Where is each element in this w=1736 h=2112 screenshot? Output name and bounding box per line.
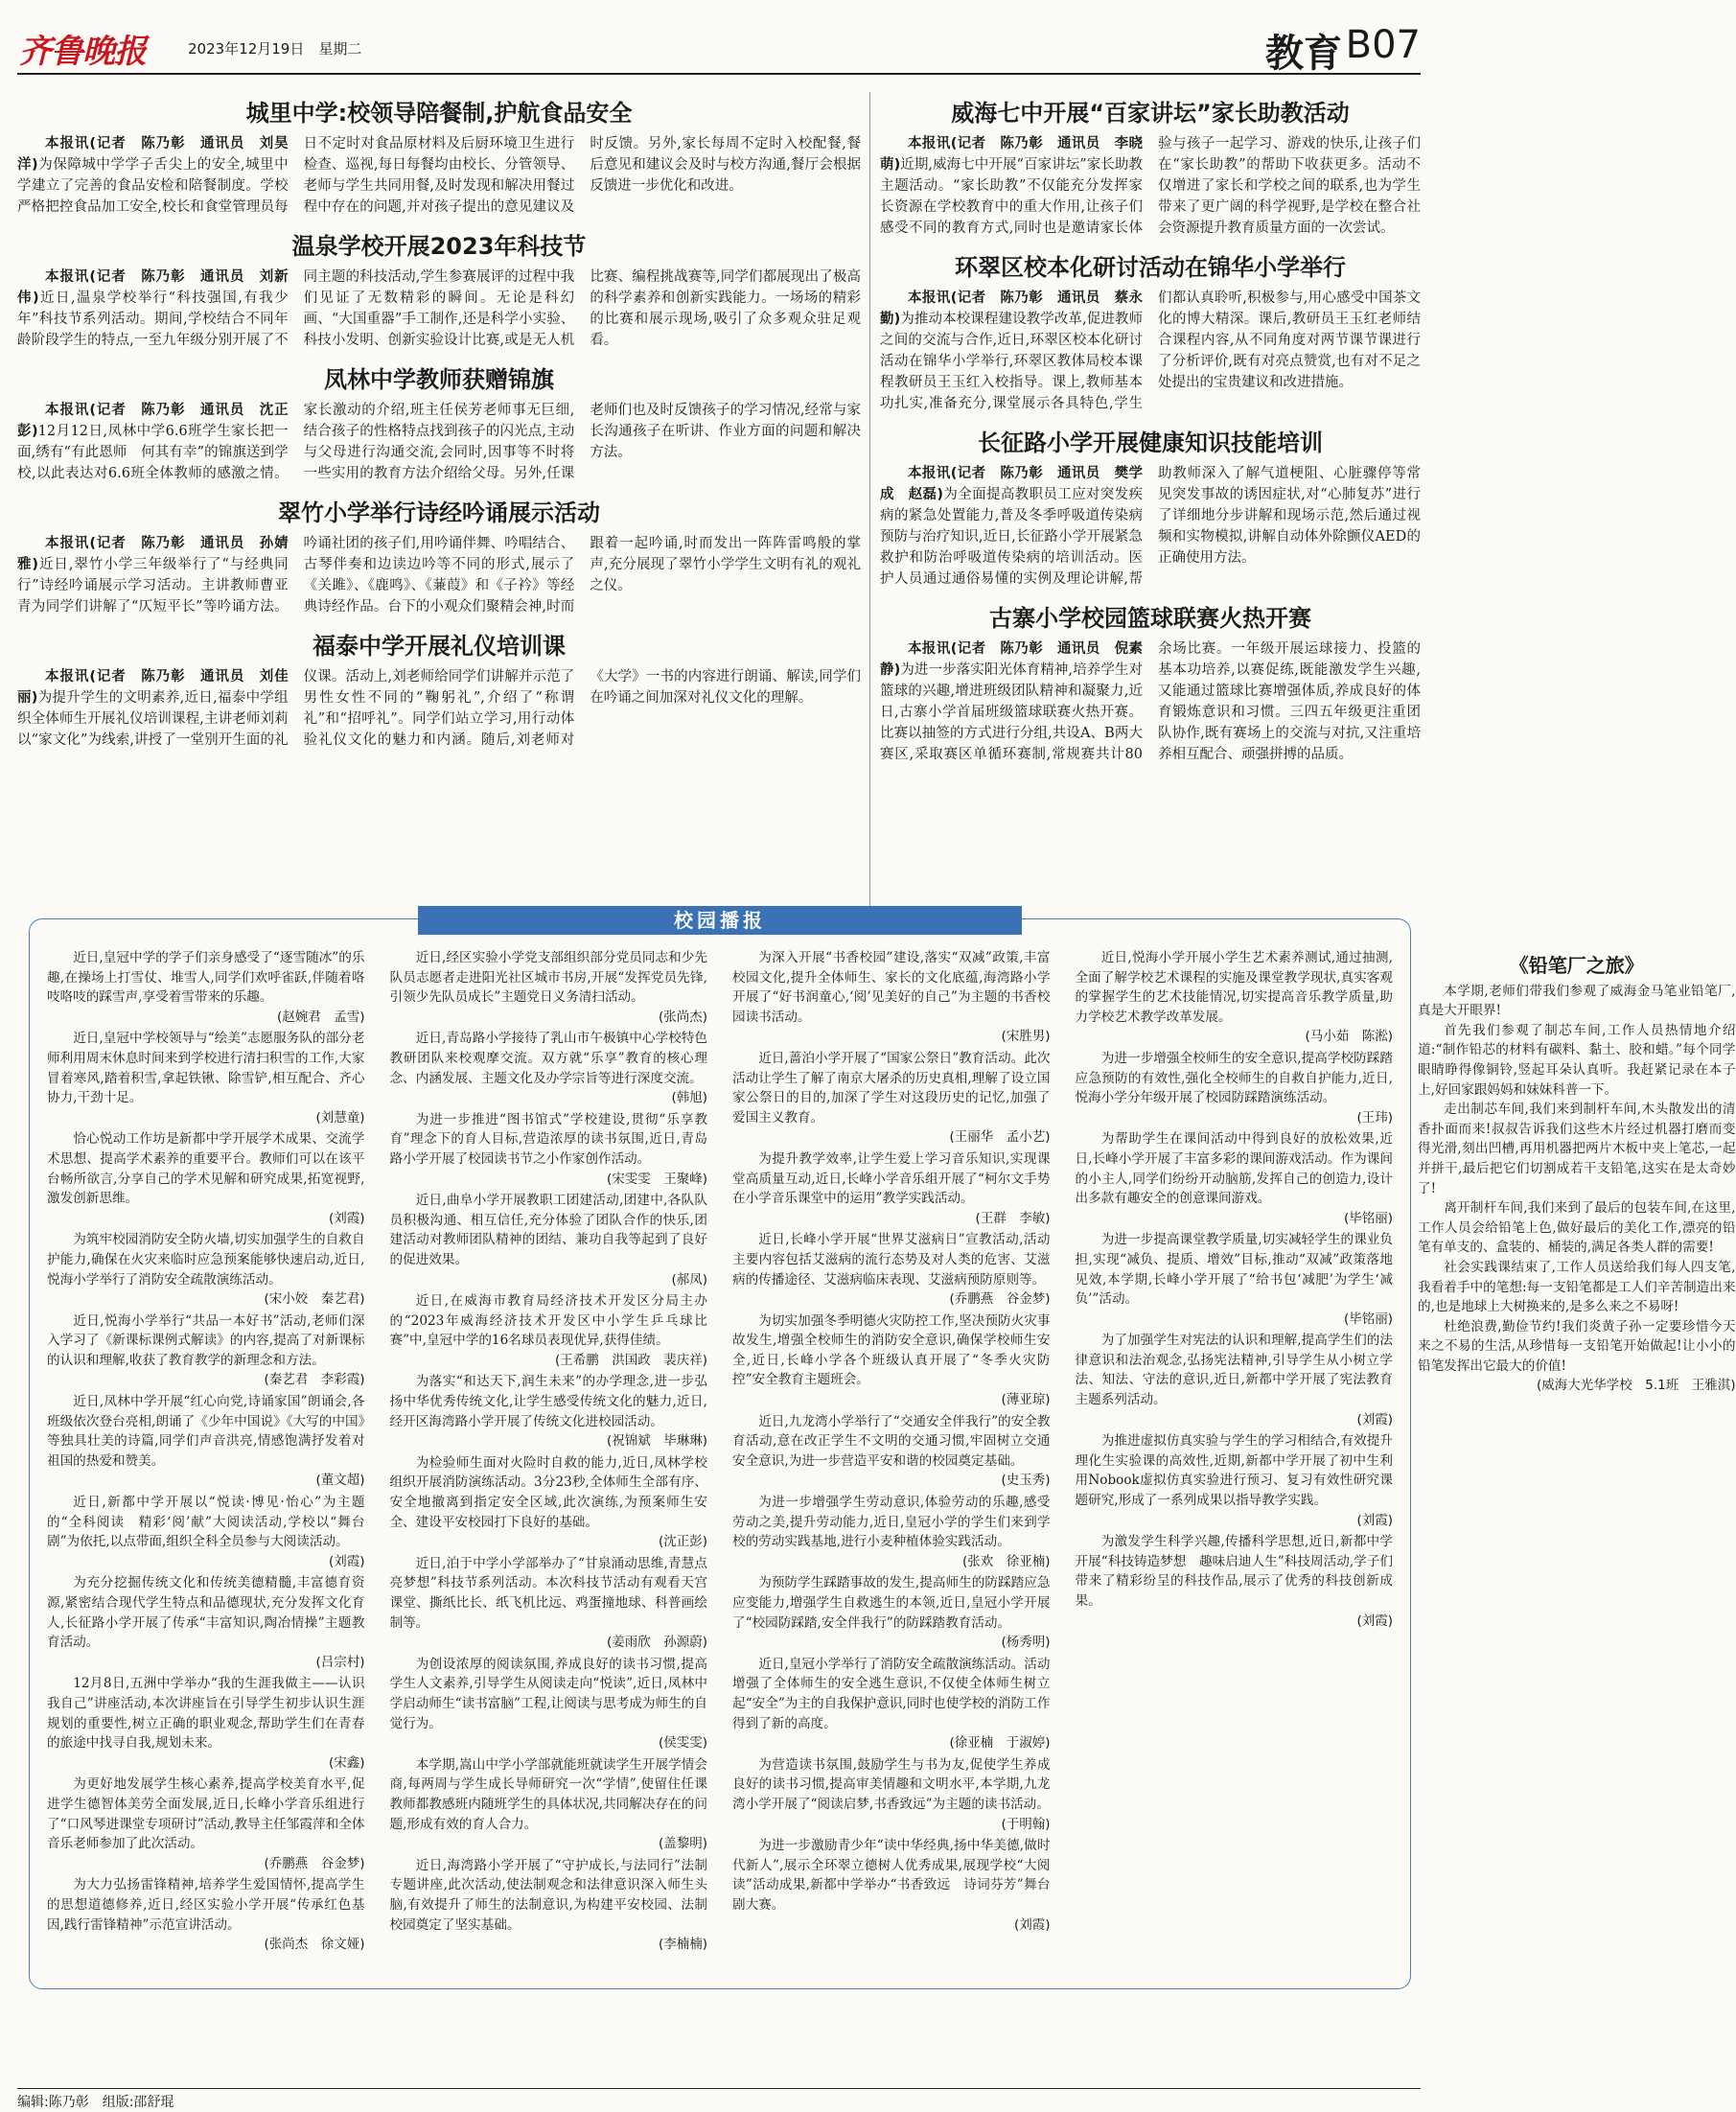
article-text: 近期,威海七中开展“百家讲坛”家长助教主题活动。“家长助教”不仅能充分发挥家长资源在学校教育中的重大作用,让孩子们感受不同的教育方式,同时也是邀请家长体验与孩子一起学习、游戏的快乐,让孩子们在“家长助教”的帮助下收获更多。活动不仅增进了家长和学校之间的联系,也为学生带来了更广阔的科学视野,是学校在整合社会资源提升教育质量方面的一次尝试。 [880,136,1421,236]
brief-author: (乔鹏燕 谷金梦) [264,1855,365,1871]
campus-brief: 近日,凤林中学开展“红心向党,诗诵家国”朗诵会,各班级依次登台亮相,朗诵了《少年中国说》《大写的中国》等独具壮美的诗篇,同学们声音洪亮,情感饱满抒发着对祖国的热爱和赞美。 [47,1394,365,1469]
campus-brief: 近日,经区实验小学党支部组织部分党员同志和少先队员志愿者走进阳光社区城市书房,开展“发挥党员先锋,引领少先队员成长”主题党日义务清扫活动。 [389,950,707,1006]
news-article [17,494,861,617]
brief-author: (姜雨欣 孙源蔚) [606,1635,707,1651]
article-body [17,666,861,751]
brief-author: (宋胜男) [1001,1029,1051,1045]
article-byline: 本报讯(记者 陈乃彰 通讯员 孙婧雅) [17,536,289,572]
brief-author: (刘霞) [328,1210,365,1226]
column-divider [869,92,870,917]
brief-author: (杨秀明) [1001,1635,1051,1651]
campus-brief: 为了加强学生对宪法的认识和理解,提高学生们的法律意识和法治观念,弘扬宪法精神,引导学生从小树立学法、知法、守法的意识,近日,新都中学开展了宪法教育主题系列活动。 [1075,1333,1393,1408]
article-headline: 福泰中学开展礼仪培训课 [312,633,566,660]
brief-author: (祝锦斌 毕琳琳) [606,1433,707,1450]
article-headline: 翠竹小学举行诗经吟诵展示活动 [278,499,600,526]
campus-brief: 近日,泊于中学小学部举办了“甘泉涌动思维,青慧点亮梦想”科技节系列活动。本次科技节活动有观看天宫课堂、撕纸比长、纸飞机比远、鸡蛋撞地球、科普画绘制等。 [389,1555,707,1631]
campus-brief: 为筑牢校园消防安全防火墙,切实加强学生的自救自护能力,确保在火灾来临时应急预案能够快速启动,近日,悦海小学举行了消防安全疏散演练活动。 [47,1232,365,1288]
brief-author: (刘慧童) [315,1109,365,1126]
article-text: 近日,翠竹小学三年级举行了“与经典同行”诗经吟诵展示学习活动。主讲教师曹亚青为同学们讲解了“仄短平长”等吟诵方法。吟诵社团的孩子们,用吟诵伴舞、吟唱结合、古琴伴奏和边读边吟等不同的形式,展示了《关雎》、《鹿鸣》、《蒹葭》和《子衿》等经典诗经作品。台下的小观众们聚精会神,时而跟着一起吟诵,时而发出一阵阵雷鸣般的掌声,充分展现了翠竹小学学生文明有礼的观礼之仪。 [17,536,861,615]
brief-author: (薄亚琼) [1001,1392,1051,1408]
brief-author: (张尚杰) [658,1009,707,1025]
news-article [880,424,1421,590]
campus-brief: 为大力弘扬雷锋精神,培养学生爱国情怀,提高学生的思想道德修养,近日,经区实验小学开展“传承红色基因,践行雷锋精神”示范宣讲活动。 [47,1877,365,1933]
campus-brief: 为落实“和达天下,润生未来”的办学理念,进一步弘扬中华优秀传统文化,让学生感受传统文化的魅力,近日,经开区海湾路小学开展了传统文化进校园活动。 [389,1374,707,1429]
brief-author: (董文超) [315,1473,365,1489]
brief-author: (王丽华 孟小艺) [949,1129,1051,1146]
article-body [880,288,1421,414]
article-body [880,133,1421,239]
essay-paragraph: 杜绝浪费,勤俭节约!我们炎黄子孙一定要珍惜今天来之不易的生活,从珍惜每一支铅笔开始做起!让小小的铅笔发挥出它最大的价值! [1418,1318,1736,1374]
campus-news-box [29,909,1736,1989]
article-byline: 本报讯(记者 陈乃彰 通讯员 蔡永勤) [880,290,1143,327]
newspaper-logo: 齐鲁晚报 [19,33,146,71]
campus-brief: 为营造读书氛围,鼓励学生与书为友,促使学生养成良好的读书习惯,提高审美情趣和文明水平,本学期,九龙湾小学开展了“阅读启梦,书香致远”为主题的读书活动。 [732,1756,1051,1812]
article-text: 为提升学生的文明素养,近日,福泰中学组织全体师生开展礼仪培训课程,主讲老师刘莉以“家文化”为线索,讲授了一堂别开生面的礼仪课。活动上,刘老师给同学们讲解并示范了男性女性不同的“鞠躬礼”,介绍了“称谓礼”和“招呼礼”。同学们站立学习,用行动体验礼仪文化的魅力和内涵。随后,刘老师对《大学》一书的内容进行朗诵、解读,同学们在吟诵之间加深对礼仪文化的理解。 [17,669,861,748]
article-text: 为推动本校课程建设教学改革,促进教师之间的交流与合作,近日,环翠区校本化研讨活动在锦华小学举行,环翠区教体局校本课程教研员王玉红入校指导。课上,教师基本功扎实,准备充分,课堂展示各具特色,学生们都认真聆听,积极参与,用心感受中国茶文化的博大精深。课后,教研员王玉红老师结合课程内容,从不同角度对两节课节课进行了分析评价,既有对亮点赞赏,也有对不足之处提出的宝贵建议和改进措施。 [880,290,1421,411]
campus-brief: 近日,在威海市教育局经济技术开发区分局主办的“2023年威海经济技术开发区中小学生乒乓球比赛”中,皇冠中学的16名球员表现优异,获得佳绩。 [389,1293,707,1349]
essay-paragraph: 离开制杆车间,我们来到了最后的包装车间,在这里,工作人员会给铅笔上色,做好最后的美化工作,漂亮的铅笔有单支的、盒装的、桶装的,满足各类人群的需要! [1418,1200,1736,1256]
issue-date: 2023年12月19日 星期二 [188,40,362,58]
campus-brief: 为进一步提高课堂教学质量,切实减轻学生的课业负担,实现“减负、提质、增效”目标,推动“双减”政策落地见效,本学期,长峰小学开展了“给书包‘减肥’为学生‘减负’”活动。 [1075,1232,1393,1308]
news-article [880,94,1421,239]
news-article [17,227,861,351]
campus-brief: 为提升教学效率,让学生爱上学习音乐知识,实现课堂高质量互动,近日,长峰小学音乐组开展了“柯尔文手势在小学音乐课堂中的运用”教学实践活动。 [732,1150,1051,1207]
campus-brief: 为检验师生面对火险时自救的能力,近日,凤林学校组织开展消防演练活动。3分23秒,全体师生全部有序、安全地撤离到指定安全区域,此次演练,为预案师生安全、建设平安校园打下良好的基础。 [389,1454,707,1530]
news-article [880,248,1421,414]
article-headline: 威海七中开展“百家讲坛”家长助教活动 [951,100,1350,127]
article-headline: 凤林中学教师获赠锦旗 [324,366,554,393]
brief-author: (徐亚楠 于淑婷) [949,1735,1051,1752]
campus-brief: 为进一步激励青少年“读中华经典,扬中华美德,做时代新人”,展示全环翠立德树人优秀成果,展现学校“大阅读”活动成果,新都中学举办“书香致远 诗词芬芳”舞台剧大赛。 [732,1838,1051,1913]
right-news-column [880,92,1421,775]
campus-brief: 为帮助学生在课间活动中得到良好的放松效果,近日,长峰小学开展了丰富多彩的课间游戏活动。作为课间的小主人,同学们纷纷开动脑筋,发挥自己的创造力,设计出多款有趣安全的创意课间游戏。 [1075,1131,1393,1207]
brief-author: (赵婉君 孟雪) [276,1009,365,1025]
brief-author: (王群 李敏) [975,1210,1051,1226]
brief-author: (秦艺君 李彩霞) [264,1372,365,1388]
article-text: 为保障城中学学子舌尖上的安全,城里中学建立了完善的食品安检和陪餐制度。学校严格把控食品加工安全,校长和食堂管理员每日不定时对食品原材料及后厨环境卫生进行检查、巡视,每日每餐均由校长、分管领导、老师与学生共同用餐,及时发现和解决用餐过程中存在的问题,并对孩子提出的意见建议及时反馈。另外,家长每周不定时入校配餐,餐后意见和建议会及时与校方沟通,餐厅会根据反馈进一步优化和改进。 [17,136,861,215]
article-byline: 本报讯(记者 陈乃彰 通讯员 沈正彭) [17,403,289,439]
article-text: 为全面提高教职员工应对突发疾病的紧急处置能力,普及冬季呼吸道传染病预防与治疗知识,近日,长征路小学开展紧急救护和防治呼吸道传染病的培训活动。医护人员通过通俗易懂的实例及理论讲解,帮助教师深入了解气道梗阻、心脏骤停等常见突发事故的诱因症状,对“心肺复苏”进行了详细地分步讲解和现场示范,然后通过视频和实物模拟,讲解自动体外除颤仪AED的正确使用方法。 [880,466,1421,587]
campus-brief: 12月8日,五洲中学举办“我的生涯我做主——认识我自己”讲座活动,本次讲座旨在引导学生初步认识生涯规划的重要性,树立正确的职业观念,帮助学生们在青春的旅途中找寻自我,规划未来。 [47,1676,365,1752]
campus-brief: 为推进虚拟仿真实验与学生的学习相结合,有效提升理化生实验课的高效性,近期,新都中学开展了初中生利用Nobook虚拟仿真实验进行预习、复习有效性研究课题研究,形成了一系列成果以指导教学实践。 [1075,1433,1393,1509]
campus-brief: 为进一步增强学生劳动意识,体验劳动的乐趣,感受劳动之美,提升劳动能力,近日,皇冠小学的学生们来到学校的劳动实践基地,进行小麦种植体验实践活动。 [732,1495,1051,1550]
brief-author: (马小茹 陈淞) [1305,1029,1393,1045]
campus-brief: 本学期,嵩山中学小学部就能班就读学生开展学情会商,每两周与学生成长导师研究一次“学情”,使留住任课教师都教感班内随班学生的具体状况,共同解决存在的问题,形成有效的育人合力。 [389,1756,707,1832]
brief-author: (韩旭) [671,1090,707,1106]
article-byline: 本报讯(记者 陈乃彰 通讯员 樊学成 赵磊) [880,466,1143,502]
campus-brief: 近日,海湾路小学开展了“守护成长,与法同行”法制专题讲座,此次活动,使法制观念和法律意识深入师生头脑,有效提升了师生的法制意识,为构建平安校园、法制校园奠定了坚实基础。 [389,1857,707,1933]
campus-brief: 恰心悦动工作坊是新都中学开展学术成果、交流学术思想、提高学术素养的重要平台。教师们可以在该平台畅所欲言,分享自己的学术见解和研究成果,拓宽视野,激发创新思维。 [47,1131,365,1207]
campus-brief: 近日,曲阜小学开展教职工团建活动,团建中,各队队员积极沟通、相互信任,充分体验了团队合作的快乐,团建活动对教师团队精神的团结、兼功自我等起到了良好的促进效果。 [389,1193,707,1267]
campus-brief: 为深入开展“书香校园”建设,落实“双减”政策,丰富校园文化,提升全体师生、家长的文化底蕴,海湾路小学开展了“好书润童心,‘阅’见美好的自己”为主题的书香校园读书活动。 [732,950,1051,1025]
campus-brief: 近日,九龙湾小学举行了“交通安全伴我行”的安全教育活动,意在改正学生不文明的交通习惯,牢固树立交通安全意识,为进一步营造平安和谐的校园奠定基础。 [732,1413,1051,1469]
campus-brief: 为创设浓厚的阅读氛围,养成良好的读书习惯,提高学生人文素养,引导学生从阅读走向“悦读”,近日,凤林中学启动师生“读书富脑”工程,让阅读与思考成为师生的自觉行为。 [389,1656,707,1731]
campus-brief: 近日,皇冠中学校领导与“绘美”志愿服务队的部分老师利用周末休息时间来到学校进行清扫积雪的工作,大家冒着寒风,踏着积雪,拿起铁锹、除雪铲,相互配合、齐心协力,干劲十足。 [47,1031,365,1106]
campus-brief: 近日,新都中学开展以“悦读·博见·怡心”为主题的“全科阅读 精彩‘阅’献”大阅读活动,学校以“舞台剧”为依托,以点带面,组织全科全员参与大阅读活动。 [47,1495,365,1550]
left-news-column [17,92,861,760]
brief-author: (刘霞) [1356,1613,1393,1629]
brief-author: (刘霞) [328,1553,365,1569]
campus-news-columns [47,948,1736,1974]
campus-brief: 近日,蔷泊小学开展了“国家公祭日”教育活动。此次活动让学生了解了南京大屠杀的历史真相,理解了设立国家公祭日的目的,加深了学生对这段历史的记忆,加强了爱国主义教育。 [732,1050,1051,1126]
page-footer: 编辑:陈乃彰 组版:邵舒琨 [17,2088,1421,2111]
essay-paragraph: 社会实践课结束了,工作人员送给我们每人四支笔,我看着手中的笔想:每一支铅笔都是工人们辛苦制造出来的,也是地球上大树换来的,是多么来之不易呀! [1418,1259,1736,1315]
news-article [17,94,861,218]
article-text: 近日,温泉学校举行“科技强国,有我少年”科技节系列活动。期间,学校结合不同年龄阶段学生的特点,一至九年级分别开展了不同主题的科技活动,学生参赛展评的过程中我们见证了无数精彩的瞬间。无论是科幻画、“大国重器”手工制作,还是科学小实验、科技小发明、创新实验设计比赛,或是无人机比赛、编程挑战赛等,同学们都展现出了极高的科学素养和创新实践能力。一场场的精彩的比赛和展示现场,吸引了众多观众驻足观看。 [17,269,861,348]
news-article [17,360,861,484]
brief-author: (王玮) [1356,1109,1393,1126]
article-byline: 本报讯(记者 陈乃彰 通讯员 李晓萌) [880,136,1143,173]
campus-brief: 为充分挖掘传统文化和传统美德精髓,丰富德育资源,紧密结合现代学生特点和品德现状,充分发挥文化育人,长征路小学开展了传承“丰富知识,陶冶情操”主题教育活动。 [47,1575,365,1651]
brief-author: (宋小姣 秦艺君) [264,1291,365,1308]
article-headline: 古寨小学校园篮球联赛火热开赛 [989,605,1311,632]
campus-brief: 近日,皇冠小学举行了消防安全疏散演练活动。活动增强了全体师生的安全逃生意识,不仅使全体师生树立起“安全”为主的自我保护意识,同时也使学校的消防工作得到了新的高度。 [732,1656,1051,1731]
brief-author: (王希鹏 洪国政 裴庆祥) [554,1352,707,1368]
article-body [880,463,1421,590]
brief-author: (张欢 徐亚楠) [961,1553,1051,1569]
brief-author: (刘霞) [1356,1512,1393,1528]
brief-author: (宋雯雯 王聚峰) [606,1171,707,1187]
brief-author: (沈正彭) [658,1534,707,1550]
brief-author: (侯雯雯) [658,1735,707,1752]
campus-brief: 为更好地发展学生核心素养,提高学校美育水平,促进学生德智体美劳全面发展,近日,长峰小学音乐组进行了“口风琴进课堂专项研讨”活动,教导主任邹霞萍和全体音乐老师参加了此次活动。 [47,1776,365,1852]
article-headline: 长征路小学开展健康知识技能培训 [978,429,1323,456]
brief-author: (刘霞) [1356,1411,1393,1427]
campus-brief: 为进一步推进“图书馆式”学校建设,贯彻“乐享教育”理念下的育人目标,营造浓厚的读书氛围,近日,青岛路小学开展了校园读书节之小作家创作活动。 [389,1111,707,1167]
brief-author: (毕铭丽) [1343,1210,1393,1226]
brief-author: (毕铭丽) [1343,1311,1393,1327]
news-article [880,599,1421,765]
article-byline: 本报讯(记者 陈乃彰 通讯员 刘佳丽) [17,669,289,706]
brief-author: (史玉秀) [1001,1473,1051,1489]
article-headline: 温泉学校开展2023年科技节 [291,233,587,260]
brief-author: (乔鹏燕 谷金梦) [949,1291,1051,1308]
article-headline: 环翠区校本化研讨活动在锦华小学举行 [955,254,1346,281]
campus-brief: 近日,青岛路小学接待了乳山市午极镇中心学校特色教研团队来校观摩交流。双方就“乐享”教育的核心理念、内涵发展、主题文化及办学宗旨等进行深度交流。 [389,1031,707,1086]
campus-brief: 近日,皇冠中学的学子们亲身感受了“逐雪随冰”的乐趣,在操场上打雪仗、堆雪人,同学们欢呼雀跃,伴随着咯吱咯吱的踩雪声,享受着雪带来的乐趣。 [47,950,365,1006]
campus-brief: 近日,悦海小学开展小学生艺术素养测试,通过抽测,全面了解学校艺术课程的实施及课堂教学现状,真实客观的掌握学生的艺术技能情况,切实提高音乐教学质量,助力学校艺术教学改革发展。 [1075,950,1393,1025]
brief-author: (盖黎明) [658,1836,707,1852]
article-byline: 本报讯(记者 陈乃彰 通讯员 刘昊洋) [17,136,289,173]
campus-brief: 为激发学生科学兴趣,传播科学思想,近日,新都中学开展“科技铸造梦想 趣味启迪人生”科技周活动,学子们带来了精彩纷呈的科技作品,展示了优秀的科技创新成果。 [1075,1534,1393,1609]
brief-author: (张尚杰 徐文娅) [264,1937,365,1953]
campus-news-title: 校园播报 [418,906,1022,935]
essay-paragraph: 走出制芯车间,我们来到制杆车间,木头散发出的清香扑面而来!叔叔告诉我们这些木片经过机器打磨而变得光滑,刻出凹槽,再用机器把两片木板中夹上笔芯,一起并拼干,最后把它们切割成若干支铅笔,这实在是太奇妙了! [1418,1102,1736,1196]
campus-brief: 近日,悦海小学举行“共品一本好书”活动,老师们深入学习了《新课标课例式解读》的内容,提高了对新课标的认识和理解,收获了教育教学的新理念和方法。 [47,1312,365,1368]
essay-paragraph: 本学期,老师们带我们参观了威海金马笔业铅笔厂,真是大开眼界! [1418,983,1736,1019]
article-body [17,267,861,351]
section-name: 教育 [1265,32,1342,76]
article-body [17,133,861,218]
article-headline: 城里中学:校领导陪餐制,护航食品安全 [245,100,633,127]
page-number: B07 [1345,23,1421,67]
brief-author: (于明翰) [1001,1816,1051,1832]
campus-brief: 为进一步增强全校师生的安全意识,提高学校防踩踏应急预防的有效性,强化全校师生的自救自护能力,近日,悦海小学分年级开展了校园防踩踏演练活动。 [1075,1050,1393,1106]
essay-author: (威海大光华学校 5.1班 王雅淇) [1536,1378,1736,1394]
masthead [17,21,1421,75]
campus-brief: 为预防学生踩踏事故的发生,提高师生的防踩踏应急应变能力,增强学生自救逃生的本领,近日,皇冠小学开展了“校园防踩踏,安全伴我行”的防踩踏教育活动。 [732,1575,1051,1631]
brief-author: (吕宗村) [315,1654,365,1670]
article-body [17,533,861,617]
brief-author: (宋鑫) [328,1754,365,1771]
brief-author: (刘霞) [1013,1916,1051,1933]
article-body [880,638,1421,765]
article-body [17,400,861,484]
essay-paragraph: 首先我们参观了制芯车间,工作人员热情地介绍道:“制作铅芯的材料有碳料、黏土、胶和蜡。”每个同学眼睛睁得像铜铃,竖起耳朵认真听。我赶紧记录在本子上,好回家跟妈妈和妹妹科普一下。 [1418,1022,1736,1098]
article-text: 为进一步落实阳光体育精神,培养学生对篮球的兴趣,增进班级团队精神和凝聚力,近日,古寨小学首届班级篮球联赛火热开赛。比赛以抽签的方式进行分组,共设A、B两大赛区,采取赛区单循环赛制,常规赛共计80余场比赛。一年级开展运球接力、投篮的基本功培养,以赛促练,既能激发学生兴趣,又能通过篮球比赛增强体质,养成良好的体育锻炼意识和习惯。三四五年级更注重团队协作,既有赛场上的交流与对抗,又注重培养相互配合、顽强拼搏的品质。 [880,641,1421,762]
article-byline: 本报讯(记者 陈乃彰 通讯员 刘新伟) [17,269,289,306]
brief-author: (郝凤) [671,1271,707,1288]
news-article [17,627,861,751]
campus-brief: 近日,长峰小学开展“世界艾滋病日”宣教活动,活动主要内容包括艾滋病的流行态势及对人类的危害、艾滋病的传播途径、艾滋病临床表现、艾滋病预防原则等。 [732,1232,1051,1288]
brief-author: (李楠楠) [658,1937,707,1953]
article-text: 12月12日,凤林中学6.6班学生家长把一面,绣有“有此恩师 何其有幸”的锦旗送到学校,以此表达对6.6班全体教师的感激之情。家长激动的介绍,班主任侯芳老师事无巨细,结合孩子的性格特点找到孩子的闪光点,主动与父母进行沟通交流,会同时,因事等不时将一些实用的教育方法介绍给父母。另外,任课老师们也及时反馈孩子的学习情况,经常与家长沟通孩子在听讲、作业方面的问题和解决方法。 [17,403,861,481]
campus-brief: 为切实加强冬季明德火灾防控工作,坚决预防火灾事故发生,增强全校师生的消防安全意识,确保学校师生安全,近日,长峰小学各个班级认真开展了“冬季火灾防控”安全教育主题班会。 [732,1312,1051,1388]
essay-title: 《铅笔厂之旅》 [1509,954,1644,977]
article-byline: 本报讯(记者 陈乃彰 通讯员 倪素静) [880,641,1143,678]
